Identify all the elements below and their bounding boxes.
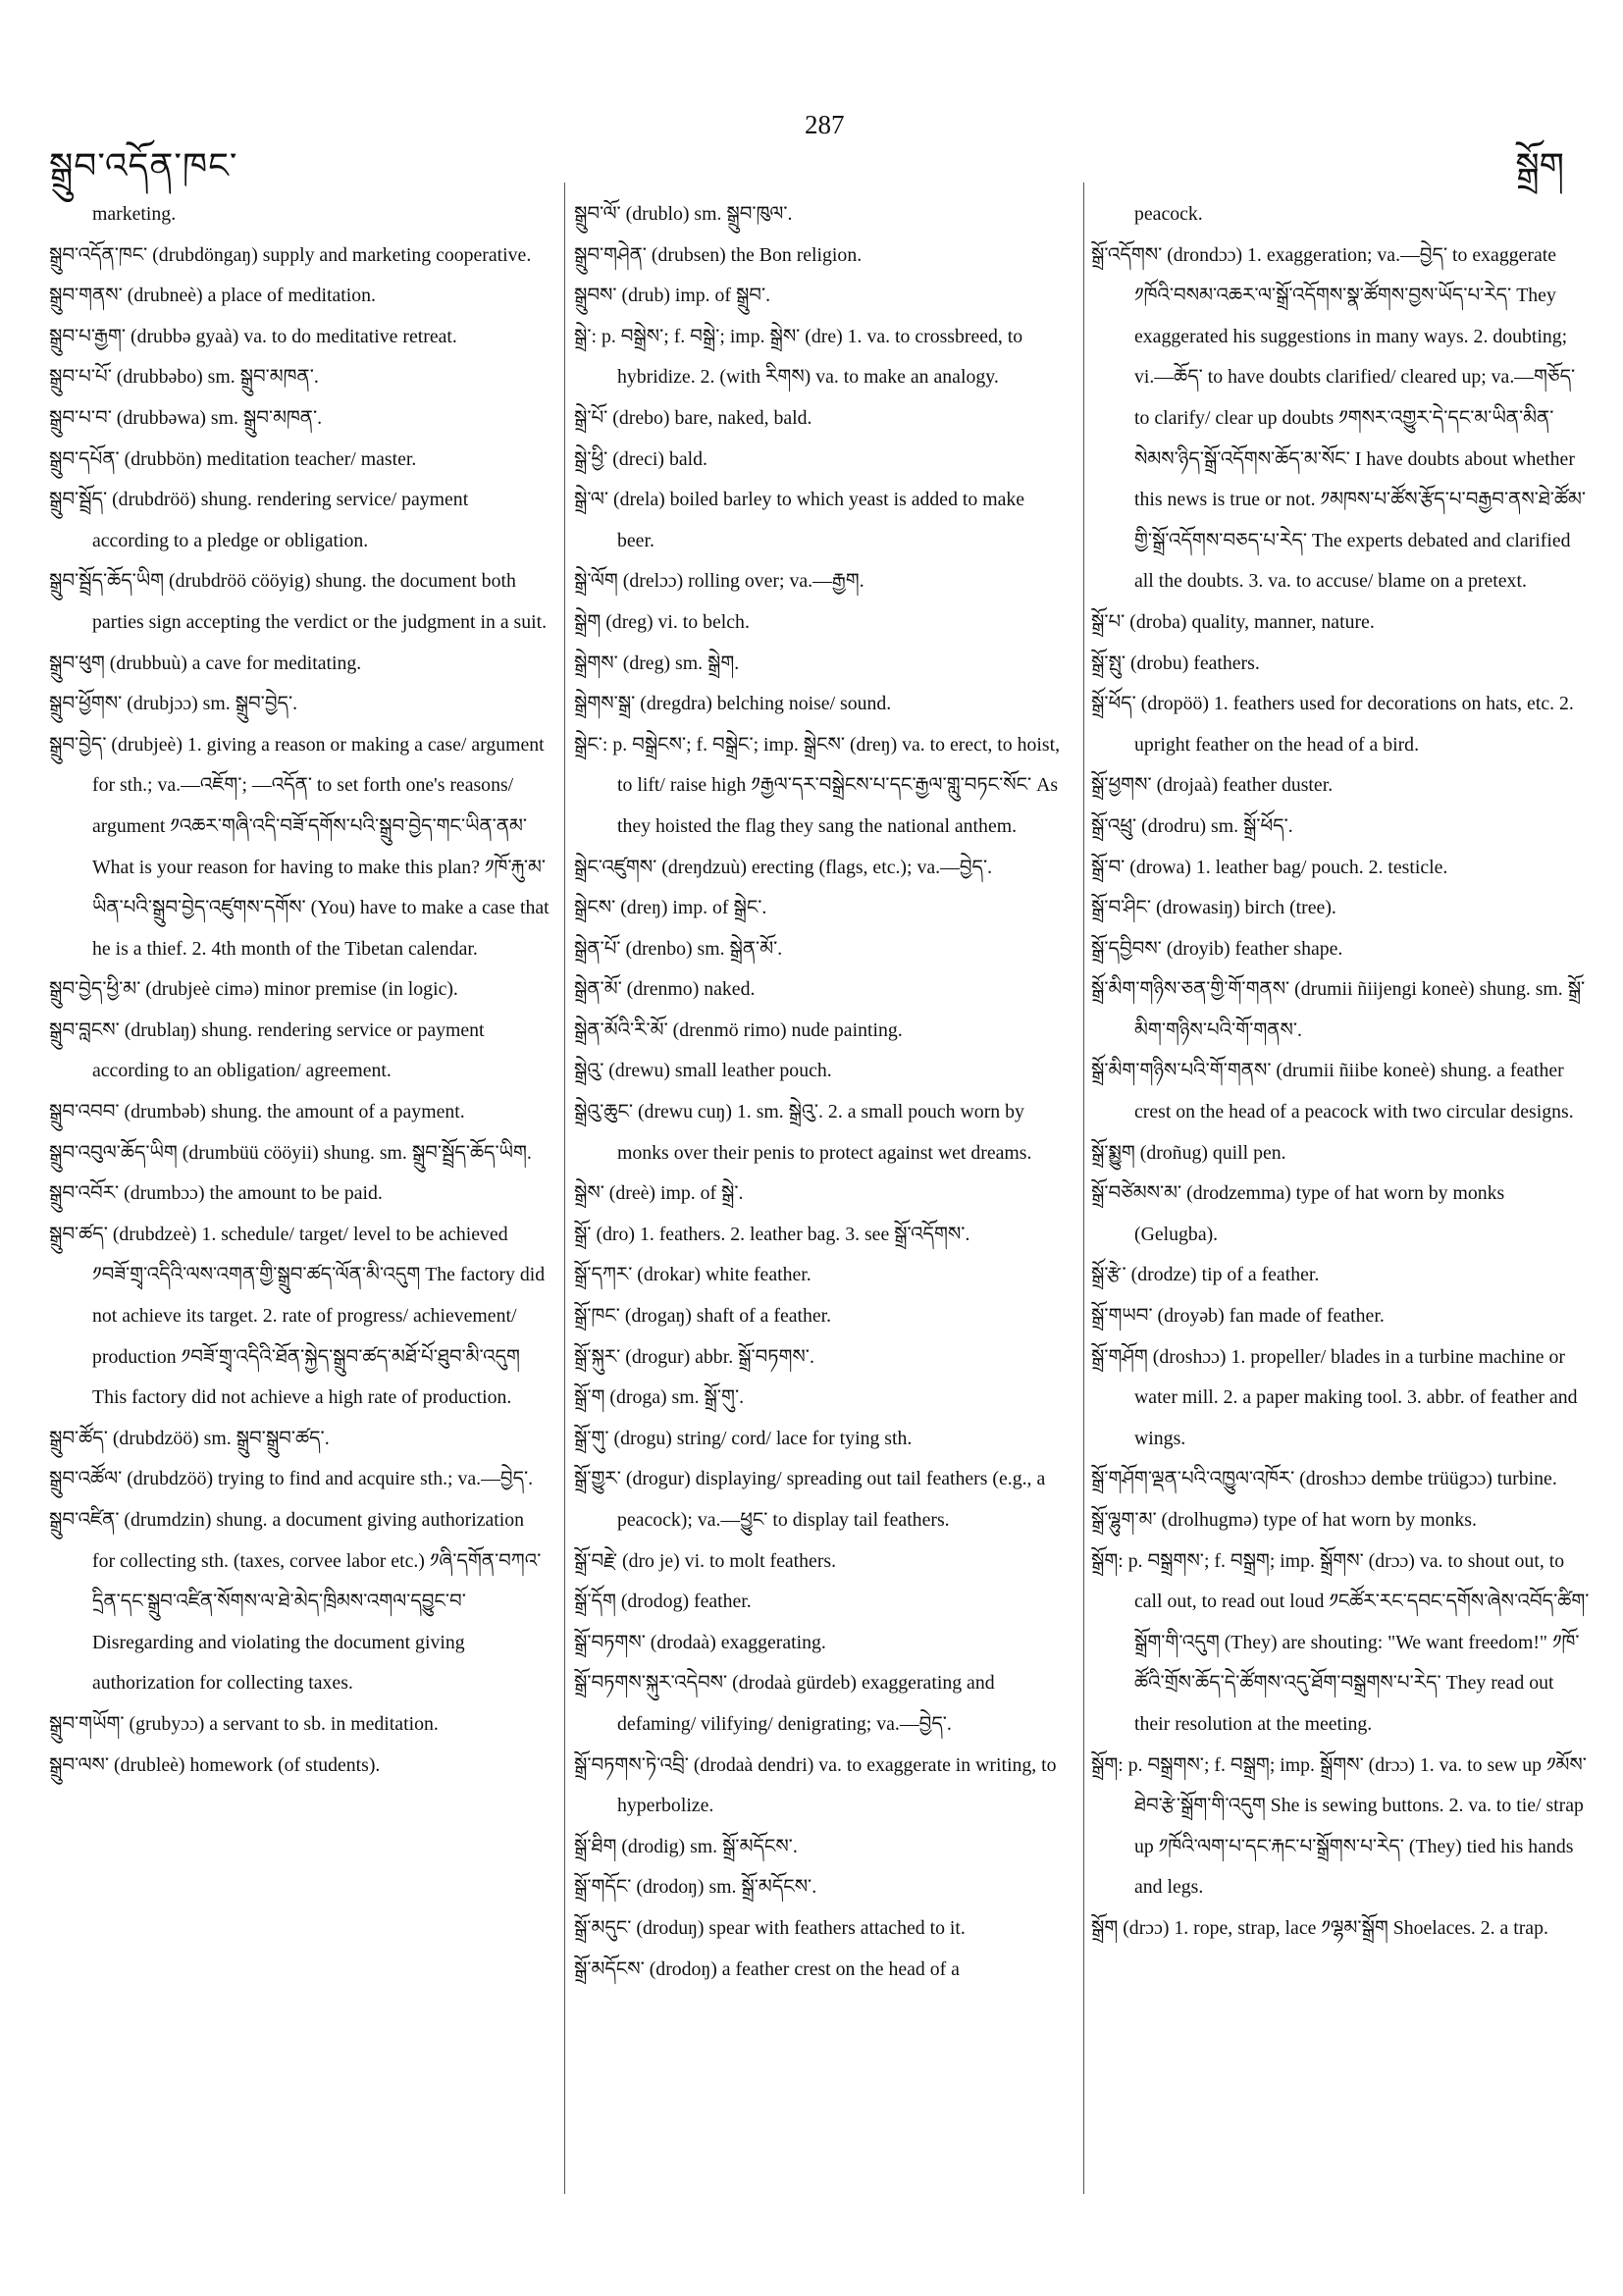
dictionary-entry: སྒྲུབ་གཡོག་ (grubyɔɔ) a servant to sb. in meditation. [49,1712,439,1735]
dictionary-entry: སྒྲོ་མདོངས་ (drodoŋ) a feather crest on the head of a [574,1957,960,1980]
dictionary-column-3 [1091,194,1592,1950]
dictionary-entry: སྒྲུབ་འབོར་ (drumbɔɔ) the amount to be paid. [49,1182,383,1205]
dictionary-entry: སྒྲེས་ (dreè) imp. of སྒྲེ་. [574,1182,744,1205]
dictionary-entry: སྒྲོ་མིག་གཉིས་པའི་གོ་གནས་ (drumii ñiibe koneè) shung. a feather crest on the head of a peacock with two circular designs. [1091,1060,1574,1123]
dictionary-entry: སྒྲུབ་སྦྲོད་ (drubdröö) shung. rendering service/ payment according to a pledge or obligation. [49,489,469,551]
dictionary-entry: སྒྲོ་དབྱིབས་ (droyib) feather shape. [1091,937,1343,960]
dictionary-entry: སྒྲོ་བ་ (drowa) 1. leather bag/ pouch. 2. testicle. [1091,856,1448,878]
dictionary-entry: སྒྲོ་མིག་གཉིས་ཅན་གྱི་གོ་གནས་ (drumii ñiijengi koneè) shung. sm. སྒྲོ་མིག་གཉིས་པའི་གོ་གནས་. [1091,978,1586,1041]
dictionary-entry: སྒྲོག (drɔɔ) 1. rope, strap, lace ༡ལྷམ་སྒྲོག Shoelaces. 2. a trap. [1091,1916,1548,1939]
dictionary-entry: སྒྲོ་ (dro) 1. feathers. 2. leather bag. 3. see སྒྲོ་འདོགས་. [574,1223,970,1245]
dictionary-entry: སྒྲུབ་དཔོན་ (drubbön) meditation teacher/ master. [49,447,417,470]
dictionary-entry: སྒྲོ་གྱུར་ (drogur) displaying/ spreading out tail feathers (e.g., a peacock); va.—ཕྱུང་ to display tail feathers. [574,1468,1046,1531]
column-divider [564,183,565,2194]
dictionary-column-2 [574,194,1065,1990]
dictionary-entry: སྒྲུབ་པ་རྒྱག་ (drubbə gyaà) va. to do meditative retreat. [49,325,457,347]
dictionary-entry: སྒྲོ་བཏགས་ཏེ་འབྲི་ (drodaà dendri) va. to exaggerate in writing, to hyperbolize. [574,1753,1057,1817]
dictionary-entry: སྒྲུབ་འཚོལ་ (drubdzöö) trying to find and acquire sth.; va.—བྱེད་. [49,1468,534,1490]
dictionary-entry: སྒྲོ་ཕོད་ (dropöö) 1. feathers used for decorations on hats, etc. 2. upright feather on the head of a bird. [1091,693,1574,756]
dictionary-entry: སྒྲེང་འཛུགས་ (dreŋdzuù) erecting (flags, etc.); va.—བྱེད་. [574,856,993,878]
dictionary-entry: སྒྲོ་སྐུར་ (drogur) abbr. སྒྲོ་བཏགས་. [574,1345,814,1368]
dictionary-entry: སྒྲོ་དཀར་ (drokar) white feather. [574,1264,812,1286]
dictionary-entry: སྒྲུབས་ (drub) imp. of སྒྲུབ་. [574,285,771,307]
dictionary-entry: སྒྲོ་འདོགས་ (drondɔɔ) 1. exaggeration; va.—བྱེད་ to exaggerate ༡ཁོའི་བསམ་འཆར་ལ་སྒྲོ་འདོགས་སྣ་ཚོགས་བྱས་ཡོད་པ་རེད་ They exaggerated his suggestions in many ways. 2. doubting; vi.—ཆོད་ to have doubts clarified/ cleared up; va.—གཅོད་ to clarify/ clear up doubts ༡གསར་འགྱུར་དེ་དང་མ་ཡིན་མིན་སེམས་ཉིད་སྒྲོ་འདོགས་ཆོད་མ་སོང་ I have doubts about whether this news is true or not. ༡མཁས་པ་ཚོས་རྩོད་པ་བརྒྱབ་ནས་ཐེ་ཚོམ་གྱི་སྒྲོ་འདོགས་བཅད་པ་རེད་ The experts debated and clarified all the doubts. 3. va. to accuse/ blame on a pretext. [1091,243,1587,593]
dictionary-entry: སྒྲོ་བཏགས་ (drodaà) exaggerating. [574,1631,826,1653]
dictionary-entry: སྒྲོག: p. བསྒྲགས་; f. བསྒྲག; imp. སྒྲོགས་ (drɔɔ) va. to shout out, to call out, to read out loud ༡ངཚོར་རང་དབང་དགོས་ཞེས་འབོད་ཚིག་སྒྲོག་གི་འདུག (They) are shouting: "We want freedom!" ༡ཁོ་ཚོའི་གྲོས་ཆོད་དེ་ཚོགས་འདུ་ཐོག་བསྒྲགས་པ་རེད་ They read out their resolution at the meeting. [1091,1549,1590,1735]
running-head-right: སྒྲོག [1515,146,1564,185]
dictionary-entry: སྒྲོ་ཕྱགས་ (drojaà) feather duster. [1091,774,1334,797]
dictionary-entry: སྒྲུབ་ལས་ (drubleè) homework (of students). [49,1753,381,1776]
dictionary-entry: སྒྲུབ་སྦྲོད་ཆོད་ཡིག (drubdröö cööyig) shung. the document both parties sign accepting the verdict or the judgment in a suit. [49,570,548,633]
dictionary-entry: སྒྲུབ་ཚད་ (drubdzeè) 1. schedule/ target/ level to be achieved ༡བཟོ་གྲྭ་འདིའི་ལས་འགན་གྱི་སྒྲུབ་ཚད་ལོན་མི་འདུག The factory did not achieve its target. 2. rate of progress/ achievement/ production ༡བཟོ་གྲྭ་འདིའི་ཐོན་སྐྱེད་སྒྲུབ་ཚད་མཐོ་པོ་ཐུབ་མི་འདུག This factory did not achieve a high rate of production. [49,1223,546,1409]
dictionary-entry: སྒྲུབ་འཛིན་ (drumdzin) shung. a document giving authorization for collecting sth. (taxes, corvee labor etc.) ༡ཞི་དགོན་བཀའ་དྲིན་དང་སྒྲུབ་འཛིན་སོགས་ལ་ཐེ་མེད་ཁྲིམས་འགལ་དབྱུང་བ་ Disregarding and violating the document giving authorization for collecting taxes. [49,1509,542,1695]
dictionary-entry: སྒྲོ་པ་ (droba) quality, manner, nature. [1091,610,1375,633]
dictionary-entry: སྒྲེན་མོ་ (drenmo) naked. [574,978,756,1001]
dictionary-entry: སྒྲོ་བཙེམས་མ་ (drodzemma) type of hat worn by monks (Gelugba). [1091,1182,1505,1245]
dictionary-entry: སྒྲུབ་གནས་ (drubneè) a place of meditation. [49,285,376,307]
dictionary-entry: སྒྲོ་མདུང་ (droduŋ) spear with feathers attached to it. [574,1916,966,1939]
dictionary-entry: སྒྲུབ་ལོ་ (drublo) sm. སྒྲུབ་ཁུལ་. [574,203,793,225]
dictionary-entry: སྒྲེན་མོའི་རི་མོ་ (drenmö rimo) nude painting. [574,1018,903,1041]
dictionary-entry: སྒྲེ་ཕྱི་ (dreci) bald. [574,447,707,470]
dictionary-entry: སྒྲོ་ག (droga) sm. སྒྲོ་གུ་. [574,1386,745,1409]
dictionary-entry: སྒྲེན་པོ་ (drenbo) sm. སྒྲེན་མོ་. [574,937,783,960]
dictionary-entry: སྒྲུབ་བླངས་ (drublaŋ) shung. rendering service or payment according to an obligation/ agreement. [49,1018,485,1082]
dictionary-entry: སྒྲེགས་སྒྲ་ (dregdra) belching noise/ sound. [574,693,892,715]
column-divider [1083,183,1084,2194]
dictionary-entry: སྒྲུབ་འདོན་ཁང་ (drubdöngaŋ) supply and marketing cooperative. [49,243,532,266]
dictionary-entry: སྒྲོ་གཤོག (droshɔɔ) 1. propeller/ blades in a turbine machine or water mill. 2. a paper making tool. 3. abbr. of feather and wings. [1091,1345,1578,1449]
dictionary-entry: སྒྲོ་སྨྱུག (droñug) quill pen. [1091,1141,1286,1164]
dictionary-entry: སྒྲོ་གཤོག་ལྡན་པའི་འཁྱུལ་འཁོར་ (droshɔɔ dembe trüügɔɔ) turbine. [1091,1468,1557,1490]
dictionary-column-1 [49,194,550,1786]
page-number: 287 [805,110,845,139]
dictionary-entry: སྒྲོ་བཏགས་སྐུར་འདེབས་ (drodaà gürdeb) exaggerating and defaming/ vilifying/ denigrating; va.—བྱེད་. [574,1672,995,1735]
dictionary-entry: སྒྲོ་ཁང་ (drogaŋ) shaft of a feather. [574,1305,832,1328]
dictionary-entry: སྒྲོ་དོག (drodog) feather. [574,1591,752,1613]
dictionary-entry: སྒྲོ་ལྷུག་མ་ (drolhugmə) type of hat worn by monks. [1091,1509,1477,1531]
dictionary-entry: སྒྲུབ་པ་པོ་ (drubbəbo) sm. སྒྲུབ་མཁན་. [49,366,319,389]
dictionary-entry: སྒྲོ་གདོང་ (drodoŋ) sm. སྒྲོ་མདོངས་. [574,1876,817,1899]
dictionary-entry: སྒྲེང་: p. བསྒྲེངས་; f. བསྒྲེང་; imp. སྒྲེངས་ (dreŋ) va. to erect, to hoist, to lift/ raise high ༡རྒྱལ་དར་བསྒྲེངས་པ་དང་རྒྱལ་གླུ་བཏང་སོང་ As they hoisted the flag they sang the national anthem. [574,733,1061,837]
dictionary-entry: སྒྲུབ་འབབ་ (drumbəb) shung. the amount of a payment. [49,1101,465,1123]
dictionary-entry: སྒྲོ་གཡབ་ (droyəb) fan made of feather. [1091,1305,1385,1328]
dictionary-entry: སྒྲེངས་ (dreŋ) imp. of སྒྲེང་. [574,897,767,919]
dictionary-entry: སྒྲེ་པོ་ (drebo) bare, naked, bald. [574,406,812,429]
dictionary-entry: སྒྲོ་བརྗེ་ (dro je) vi. to molt feathers. [574,1549,837,1572]
dictionary-entry: སྒྲོག: p. བསྒྲགས་; f. བསྒྲག; imp. སྒྲོགས་ (drɔɔ) 1. va. to sew up ༡མོས་ཐེབ་རྩེ་སྒྲོག་གི་འདུག She is sewing buttons. 2. va. to tie/ strap up ༡ཁོའི་ལག་པ་དང་རྐང་པ་སྒྲོགས་པ་རེད་ (They) tied his hands and legs. [1091,1753,1587,1899]
running-head-left: སྒྲུབ་འདོན་ཁང་ [49,146,238,185]
dictionary-entry: སྒྲུབ་ཕྱོགས་ (drubjɔɔ) sm. སྒྲུབ་བྱེད་. [49,693,298,715]
dictionary-entry: སྒྲེ་ལ་ (drela) boiled barley to which yeast is added to make beer. [574,489,1025,551]
dictionary-entry: སྒྲེའུ་ཆུང་ (drewu cuŋ) 1. sm. སྒྲེའུ་. 2. a small pouch worn by monks over their penis to protect against wet dreams. [574,1101,1032,1164]
dictionary-entry: སྒྲུབ་གཤེན་ (drubsen) the Bon religion. [574,243,863,266]
dictionary-entry: སྒྲུབ་བྱེད་ (drubjeè) 1. giving a reason or making a case/ argument for sth.; va.—འཇོག་; —འདོན་ to set forth one's reasons/ argument ༡འཆར་གཞི་འདི་བཟོ་དགོས་པའི་སྒྲུབ་བྱེད་གང་ཡིན་ནམ་ What is your reason for having to make this plan? ༡ཁོ་རྐུ་མ་ཡིན་པའི་སྒྲུབ་བྱེད་འཛུགས་དགོས་ (You) have to make a case that he is a thief. 2. 4th month of the Tibetan calendar. [49,733,550,960]
dictionary-entry: peacock. [1134,203,1203,225]
dictionary-entry: སྒྲུབ་འབུལ་ཆོད་ཡིག (drumbüü cööyii) shung. sm. སྒྲུབ་སྦྲོད་ཆོད་ཡིག. [49,1141,532,1164]
dictionary-entry: སྒྲེའུ་ (drewu) small leather pouch. [574,1060,832,1082]
dictionary-entry: སྒྲེགས་ (dreg) sm. སྒྲེག. [574,652,740,674]
dictionary-entry: སྒྲེ་: p. བསྒྲེས་; f. བསྒྲེ་; imp. སྒྲེས་ (dre) 1. va. to crossbreed, to hybridize. 2. (with རིགས) va. to make an analogy. [574,325,1023,389]
dictionary-entry: སྒྲུབ་ཕུག (drubbuù) a cave for meditating. [49,652,362,674]
dictionary-entry: སྒྲོ་སྤུ་ (drobu) feathers. [1091,652,1260,674]
dictionary-entry: སྒྲེ་ལོག (drelɔɔ) rolling over; va.—རྒྱག. [574,570,864,593]
dictionary-entry: སྒྲོ་ཐིག (drodig) sm. སྒྲོ་མདོངས་. [574,1835,798,1857]
dictionary-entry: སྒྲོ་རྩེ་ (drodze) tip of a feather. [1091,1264,1320,1286]
dictionary-entry: སྒྲུབ་ཚོད་ (drubdzöö) sm. སྒྲུབ་སྒྲུབ་ཚད་. [49,1427,330,1449]
dictionary-entry: marketing. [92,203,177,225]
dictionary-entry: སྒྲོ་བ་ཤིང་ (drowasiŋ) birch (tree). [1091,897,1336,919]
dictionary-entry: སྒྲུབ་པ་བ་ (drubbəwa) sm. སྒྲུབ་མཁན་. [49,406,323,429]
dictionary-entry: སྒྲུབ་བྱེད་ཕྱི་མ་ (drubjeè cimə) minor premise (in logic). [49,978,458,1001]
dictionary-entry: སྒྲེག (dreg) vi. to belch. [574,610,750,633]
dictionary-entry: སྒྲོ་གུ་ (drogu) string/ cord/ lace for tying sth. [574,1427,913,1449]
dictionary-entry: སྒྲོ་འཕྲུ་ (drodru) sm. སྒྲོ་ཕོད་. [1091,814,1293,837]
